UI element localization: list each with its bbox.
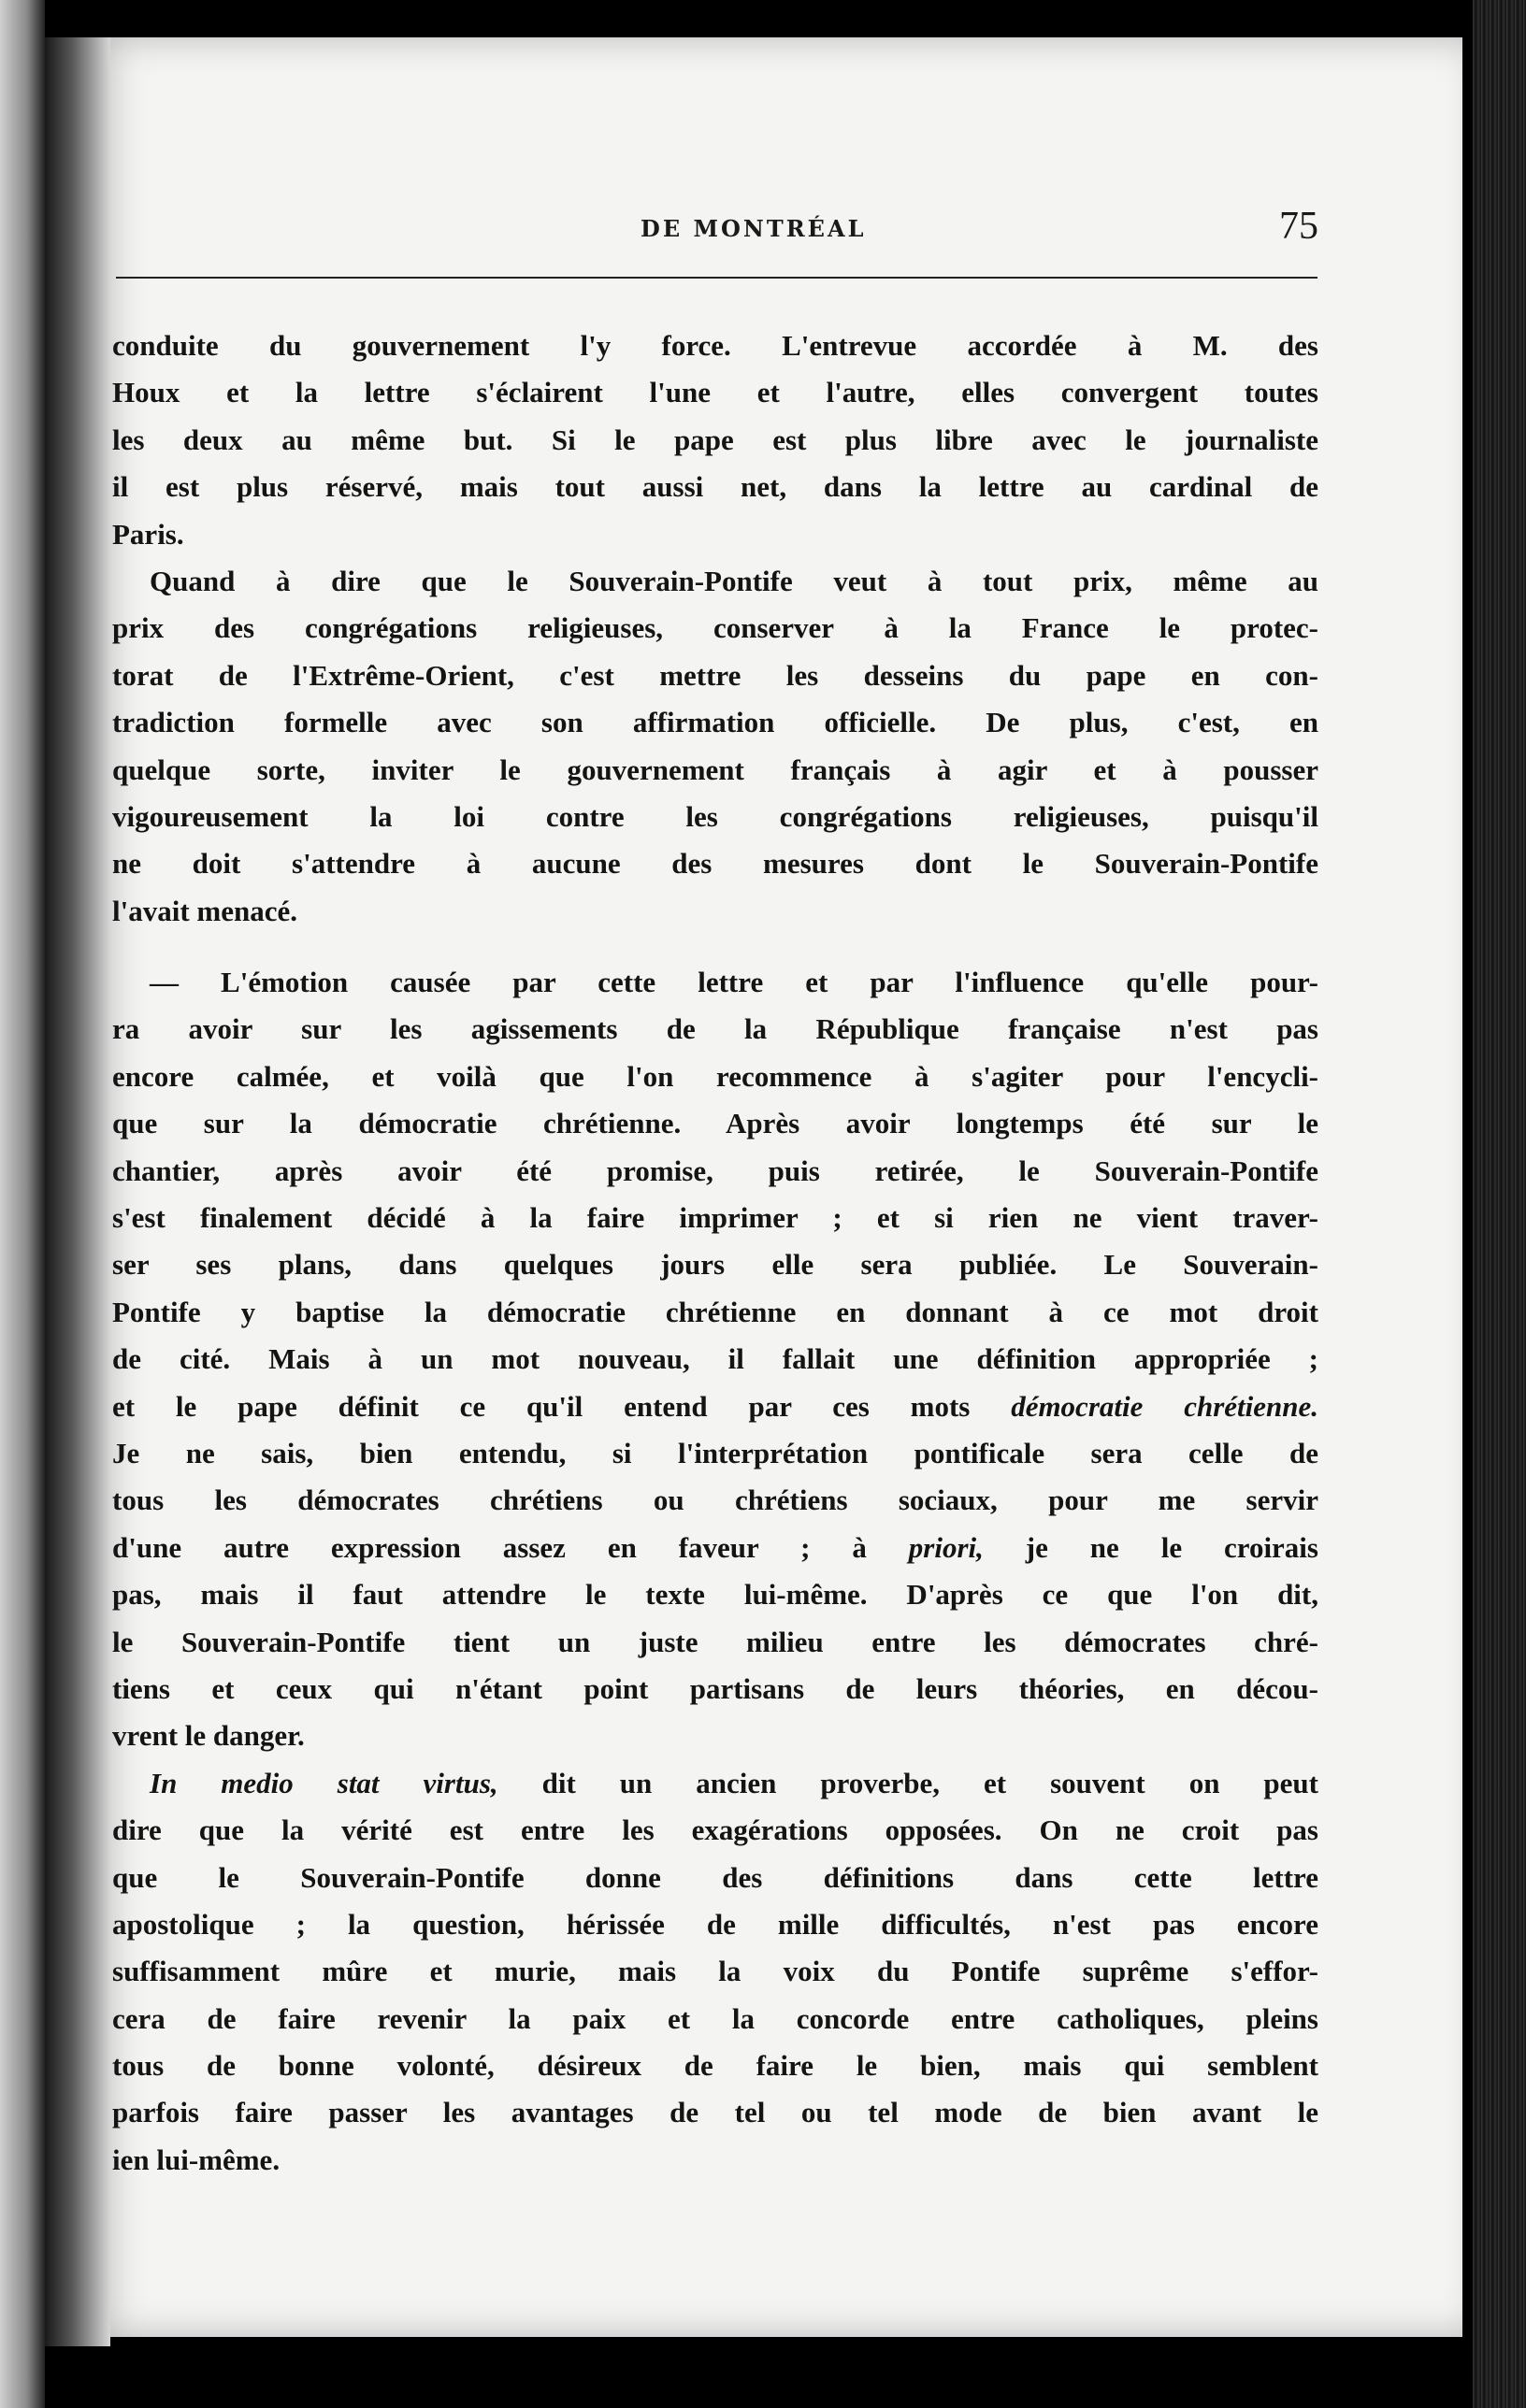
- text-line: ien lui-même.: [112, 2143, 281, 2176]
- text-line: vrent le danger.: [112, 1719, 305, 1753]
- text-line-with-italic: [112, 1760, 1318, 1807]
- previous-page-edge: [0, 0, 45, 2408]
- body-text: [112, 322, 1318, 2184]
- text-line: ser ses plans, dans quelques jours elle sera publiée. Le Souverain-: [112, 1248, 1318, 1282]
- text-line: Houx et la lettre s'éclairent l'une et l'autre, elles convergent toutes: [112, 376, 1318, 409]
- italic-phrase: priori,: [908, 1530, 984, 1564]
- text-line: ne doit s'attendre à aucune des mesures dont le Souverain-Pontife: [112, 847, 1318, 881]
- text-line: tradiction formelle avec son affirmation officielle. De plus, c'est, en: [112, 706, 1318, 739]
- italic-phrase: In medio stat virtus,: [150, 1766, 498, 1799]
- text-line: apostolique ; la question, hérissée de mille difficultés, n'est pas encore: [112, 1907, 1318, 1941]
- text-line: dire que la vérité est entre les exagérations opposées. On ne croit pas: [112, 1813, 1318, 1847]
- binding-gutter-shadow: [45, 37, 110, 2346]
- header-rule: [116, 277, 1317, 279]
- text-line: prix des congrégations religieuses, conserver à la France le protec-: [112, 611, 1318, 645]
- text-line: quelque sorte, inviter le gouvernement français à agir et à pousser: [112, 752, 1318, 786]
- paragraph-1: [112, 322, 1318, 558]
- text-line-with-italic: [112, 1383, 1318, 1430]
- text-line: vigoureusement la loi contre les congrégations religieuses, puisqu'il: [112, 799, 1318, 833]
- text-line: pas, mais il faut attendre le texte lui-même. D'après ce que l'on dit,: [112, 1578, 1318, 1612]
- text-line: l'avait menacé.: [112, 894, 298, 927]
- text-line: tiens et ceux qui n'étant point partisans de leurs théories, en décou-: [112, 1671, 1318, 1705]
- text-line: Je ne sais, bien entendu, si l'interprétation pontificale sera celle de: [112, 1436, 1318, 1469]
- text-line: Pontife y baptise la démocratie chrétienne en donnant à ce mot droit: [112, 1295, 1318, 1328]
- text-line: parfois faire passer les avantages de tel ou tel mode de bien avant le: [112, 2096, 1318, 2129]
- text-segment: je ne le croirais: [983, 1530, 1318, 1564]
- page-header: [112, 178, 1318, 252]
- text-line: les deux au même but. Si le pape est plus libre avec le journaliste: [112, 423, 1318, 456]
- text-line: il est plus réservé, mais tout aussi net, dans la lettre au cardinal de: [112, 470, 1318, 504]
- text-line: tous de bonne volonté, désireux de faire le bien, mais qui semblent: [112, 2049, 1318, 2083]
- text-line: le Souverain-Pontife tient un juste milieu entre les démocrates chré-: [112, 1625, 1318, 1658]
- text-segment: et le pape définit ce qu'il entend par ces mots: [112, 1389, 1012, 1423]
- text-line-with-italic: [112, 1525, 1318, 1571]
- italic-phrase: démocratie chrétienne.: [1011, 1389, 1318, 1423]
- paragraph-2: [112, 558, 1318, 935]
- section-gap: [112, 935, 1318, 959]
- text-line: suffisamment mûre et murie, mais la voix du Pontife suprême s'effor-: [112, 1955, 1318, 1988]
- text-line: conduite du gouvernement l'y force. L'entrevue accordée à M. des: [112, 329, 1318, 362]
- text-segment: d'une autre expression assez en faveur ; à: [112, 1530, 909, 1564]
- book-block-edge: [1473, 0, 1526, 2408]
- text-line: tous les démocrates chrétiens ou chrétiens sociaux, pour me servir: [112, 1484, 1318, 1517]
- text-line: torat de l'Extrême-Orient, c'est mettre les desseins du pape en con-: [112, 658, 1318, 692]
- text-line: que sur la démocratie chrétienne. Après avoir longtemps été sur le: [112, 1107, 1318, 1140]
- text-line: Quand à dire que le Souverain-Pontife veut à tout prix, même au: [150, 564, 1318, 597]
- text-line: s'est finalement décidé à la faire imprimer ; et si rien ne vient traver-: [112, 1201, 1318, 1235]
- text-line: chantier, après avoir été promise, puis retirée, le Souverain-Pontife: [112, 1154, 1318, 1187]
- text-line: de cité. Mais à un mot nouveau, il fallait une définition appropriée ;: [112, 1342, 1318, 1376]
- text-line: que le Souverain-Pontife donne des définitions dans cette lettre: [112, 1860, 1318, 1894]
- text-line: cera de faire revenir la paix et la concorde entre catholiques, pleins: [112, 2001, 1318, 2035]
- text-segment: dit un ancien proverbe, et souvent on peut: [497, 1766, 1318, 1799]
- text-line: encore calmée, et voilà que l'on recommence à s'agiter pour l'encycli-: [112, 1059, 1318, 1093]
- text-line: — L'émotion causée par cette lettre et par l'influence qu'elle pour-: [150, 966, 1318, 999]
- text-line: ra avoir sur les agissements de la République française n'est pas: [112, 1012, 1318, 1046]
- running-title: DE MONTRÉAL: [641, 215, 867, 242]
- page-number: 75: [1279, 205, 1318, 248]
- paragraph-3: [112, 959, 1318, 1760]
- text-line: Paris.: [112, 517, 184, 551]
- paragraph-4: [112, 1760, 1318, 2185]
